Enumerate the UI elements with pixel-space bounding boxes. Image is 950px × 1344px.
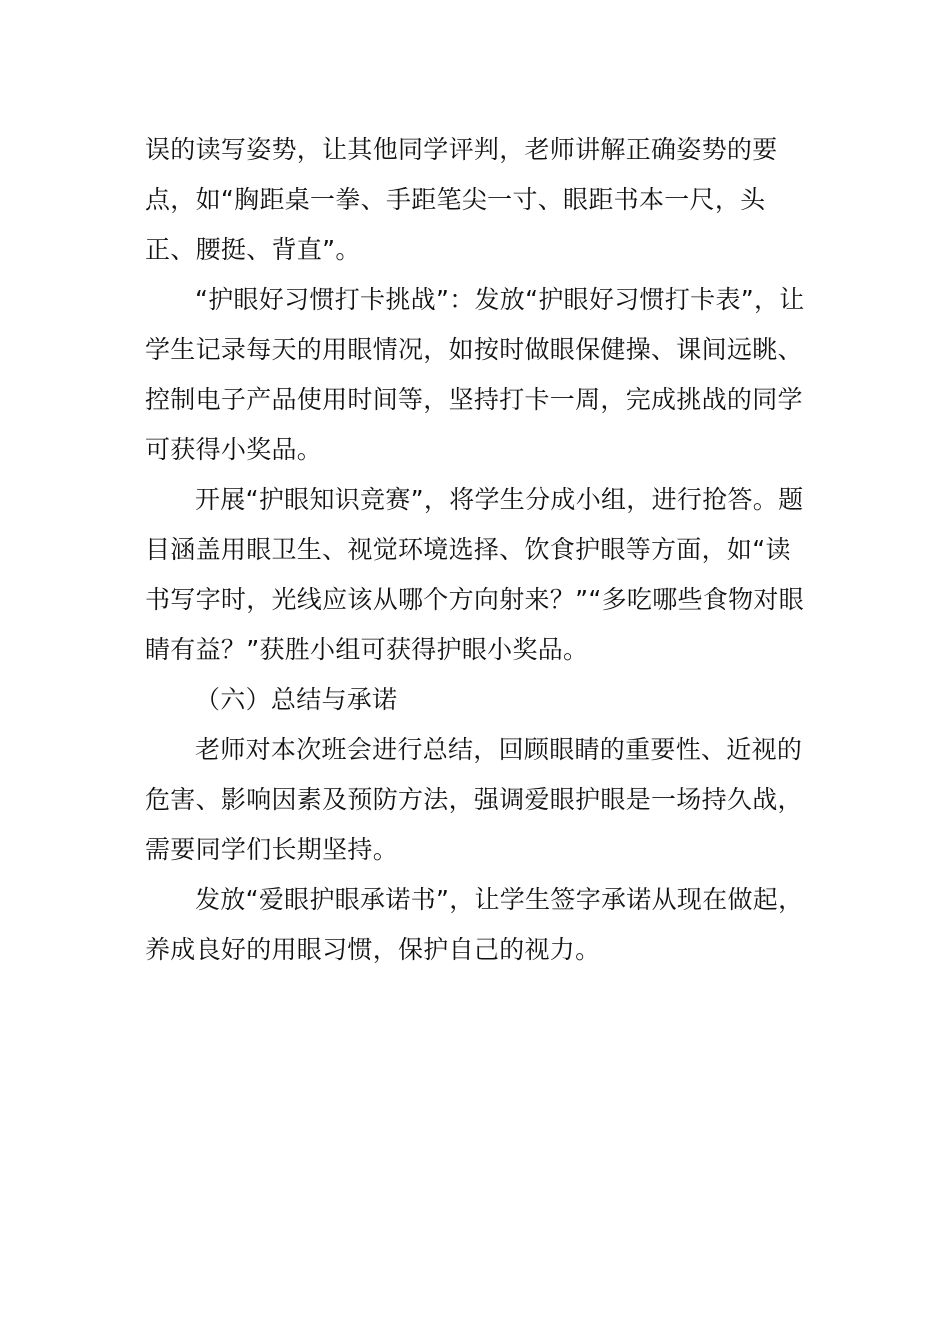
document-body [145, 125, 815, 975]
paragraph-eye-habit-challenge: “护眼好习惯打卡挑战”：发放“护眼好习惯打卡表”，让学生记录每天的用眼情况，如按时做眼保健操、课间远眺、控制电子产品使用时间等，坚持打卡一周，完成挑战的同学可获得小奖品。 [145, 285, 805, 464]
paragraph-eye-knowledge-contest: 开展“护眼知识竞赛”，将学生分成小组，进行抢答。题目涵盖用眼卫生、视觉环境选择、饮食护眼等方面，如“读书写字时，光线应该从哪个方向射来？”“多吃哪些食物对眼睛有益？”获胜小组可获得护眼小奖品。 [145, 485, 805, 664]
paragraph-reading-posture: 误的读写姿势，让其他同学评判，老师讲解正确姿势的要点，如“胸距桌一拳、手距笔尖一寸、眼距书本一尺，头正、腰挺、背直”。 [145, 135, 778, 264]
paragraph-teacher-summary: 老师对本次班会进行总结，回顾眼睛的重要性、近视的危害、影响因素及预防方法，强调爱眼护眼是一场持久战，需要同学们长期坚持。 [145, 735, 803, 864]
section-heading-summary: （六）总结与承诺 [195, 685, 398, 714]
paragraph-eye-care-pledge: 发放“爱眼护眼承诺书”，让学生签字承诺从现在做起，养成良好的用眼习惯，保护自己的视力。 [145, 885, 804, 964]
